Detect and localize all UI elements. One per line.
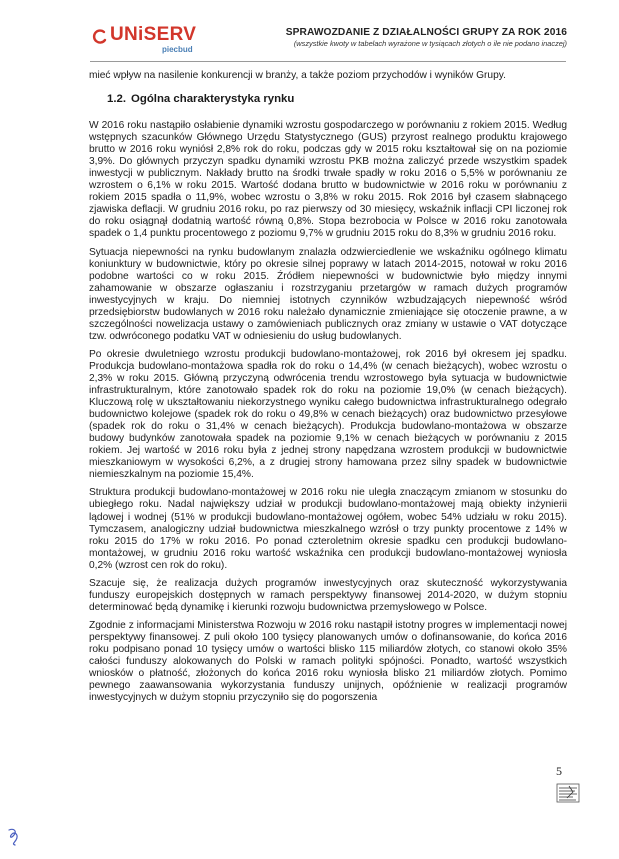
page-content — [89, 70, 567, 710]
paragraph-production: Po okresie dwuletniego wzrostu produkcji budowlano-montażowej, rok 2016 był okresem jej spadku. Produkcja budowlano-montażowa spadła rok do roku o 14,4% (w cenach bieżących), wobec wzrostu o 2,3% w roku 2015. Główną przyczyną odwrócenia trendu wzrostowego była sytuacja w budownictwie infrastrukturalnym, które zanotowało spadek rok do roku na poziomie 19,0% (w cenach bieżących). Kluczową rolę w ukształtowaniu niekorzystnego wyniku całego budownictwa infrastrukturalnego odegrało budownictwo kolejowe (spadek rok do roku o 49,8% w cenach bieżących) oraz budownictwo przesyłowe (spadek rok do roku o 31,4% w cenach bieżących). Produkcja budowlano-montażowa w obszarze budowy budynków zanotowała spadek na poziomie 9,1% w cenach bieżących w porównaniu z 2015 rokiem. Jej wartość w 2016 roku była z jednej strony napędzana wzrostem produkcji w budownictwie mieszkaniowym w wysokości 6,2%, a z drugiej strony hamowana przez silny spadek w budownictwie niemieszkalnym na poziomie 15,4%. — [89, 348, 567, 481]
logo-subtitle: piecbud — [162, 45, 193, 54]
logo-name: UNiSERV — [110, 24, 197, 45]
signature-icon — [6, 826, 22, 846]
page-number: 5 — [556, 764, 562, 778]
company-logo — [92, 24, 212, 58]
header-divider — [90, 61, 566, 62]
paragraph-economy: W 2016 roku nastąpiło osłabienie dynamiki wzrostu gospodarczego w porównaniu z rokiem 2015. Według wstępnych szacunków Głównego Urzędu Statystycznego (GUS) przyrost realnego produktu krajowego brutto w 2016 roku wyniósł 2,8% rok do roku, podczas gdy w 2015 roku kształtował się on na poziomie 3,9%. Do głównych przyczyn spadku dynamiki wzrostu PKB można zaliczyć przede wszystkim spadek inwestycji w publicznym. Nakłady brutto na środki trwałe spadły w roku 2016 o 5,5% w porównaniu ze wzrostem o 6,1% w roku 2015. Wartość dodana brutto w budownictwie w 2016 roku w porównaniu z rokiem 2015 spadła o 11,9%, wobec wzrostu o 3,8% w roku 2015. Rok 2016 był czasem słabnącego zjawiska deflacji. W grudniu 2016 roku, po raz pierwszy od 30 miesięcy, wskaźnik inflacji CPI liczonej rok do roku osiągnął dodatnią wartość równą 0,8%. Stopa bezrobocia w Polsce w 2016 roku zanotowała spadek o 1,4 punktu procentowego z poziomu 9,7% w grudniu 2015 roku do 8,3% w grudniu 2016 roku. — [89, 120, 567, 240]
section-number: 1.2. — [107, 93, 126, 106]
report-subtitle: (wszystkie kwoty w tabelach wyrażone w tysiącach złotych o ile nie podano inaczej) — [293, 39, 567, 48]
paragraph-uncertainty: Sytuacja niepewności na rynku budowlanym znalazła odzwierciedlenie we wskaźniku ogólnego klimatu koniunktury w budownictwie, który po okresie silnej poprawy w latach 2014-2015, notował w roku 2016 podobne wartości co w roku 2015. Źródłem niepewności w budownictwie było między innymi zahamowanie w obszarze ogłaszaniu i rozstrzyganiu przetargów w ramach dużych programów inwestycyjnych w kraju. Do niemniej istotnych czynników wzbudzających niepewność wśród przedsiębiorstw budowlanych w 2016 roku należało dynamicznie zmieniające się otoczenie prawne, a w szczególności nowelizacja ustawy o zamówieniach publicznych oraz zmiany w ustawie o VAT dotyczące tzw. odwróconego podatku VAT w odniesieniu do usług budowlanych. — [89, 246, 567, 342]
report-title: SPRAWOZDANIE Z DZIAŁALNOŚCI GRUPY ZA ROK 2016 — [285, 27, 567, 38]
paragraph-ministry: Zgodnie z informacjami Ministerstwa Rozwoju w 2016 roku nastąpił istotny progres w implementacji nowej perspektywy finansowej. Z puli około 100 tysięcy planowanych umów o dofinansowanie, do końca 2016 roku podpisano ponad 10 tysięcy umów o wartości blisko 115 miliardów złotych, co stanowi około 35% całości funduszy alokowanych do Polski w ramach polityki spójności. Ponadto, wartość wszystkich wniosków o płatność, złożonych do końca 2016 roku wyniosła blisko 21 miliardów złotych. Pomimo pewnego zaawansowania wykorzystania funduszy unijnych, opóźnienie w realizacji programów inwestycyjnych w dużym stopniu przyczyniło się do pogorszenia — [89, 619, 567, 704]
stamp-icon — [555, 782, 581, 804]
report-header — [286, 27, 567, 49]
paragraph-structure: Struktura produkcji budowlano-montażowej w 2016 roku nie uległa znaczącym zmianom w stosunku do ubiegłego roku. Nadal największy udział w produkcji budowlano-montażowej mają obiekty inżynierii lądowej i wodnej (51% w produkcji budowlano-montażowej ogółem, wobec 54% udziału w roku 2015). Tymczasem, analogiczny udział budownictwa mieszkalnego wzrósł o trzy punkty procentowe z 14% w roku 2015 do 17% w roku 2016. Po ponad czteroletnim okresie spadku cen produkcji budowlano-montażowej, w grudniu 2016 roku wartość wskaźnika cen produkcji budowlano-montażowej wyniosła 0,2% (wzrost cen rok do roku). — [89, 487, 567, 571]
paragraph-eu-funds: Szacuje się, że realizacja dużych programów inwestycyjnych oraz skuteczność wykorzystywania funduszy europejskich dostępnych w ramach perspektywy finansowej 2014-2020, w dużym stopniu determinować będą dynamikę i kierunki rozwoju budownictwa przemysłowego w Polsce. — [89, 577, 567, 613]
uniserv-logo-icon — [92, 29, 108, 45]
section-title: Ogólna charakterystyka rynku — [131, 93, 295, 106]
intro-paragraph: mieć wpływ na nasilenie konkurencji w branży, a także poziom przychodów i wyników Grupy. — [89, 70, 506, 81]
section-heading — [107, 92, 567, 106]
